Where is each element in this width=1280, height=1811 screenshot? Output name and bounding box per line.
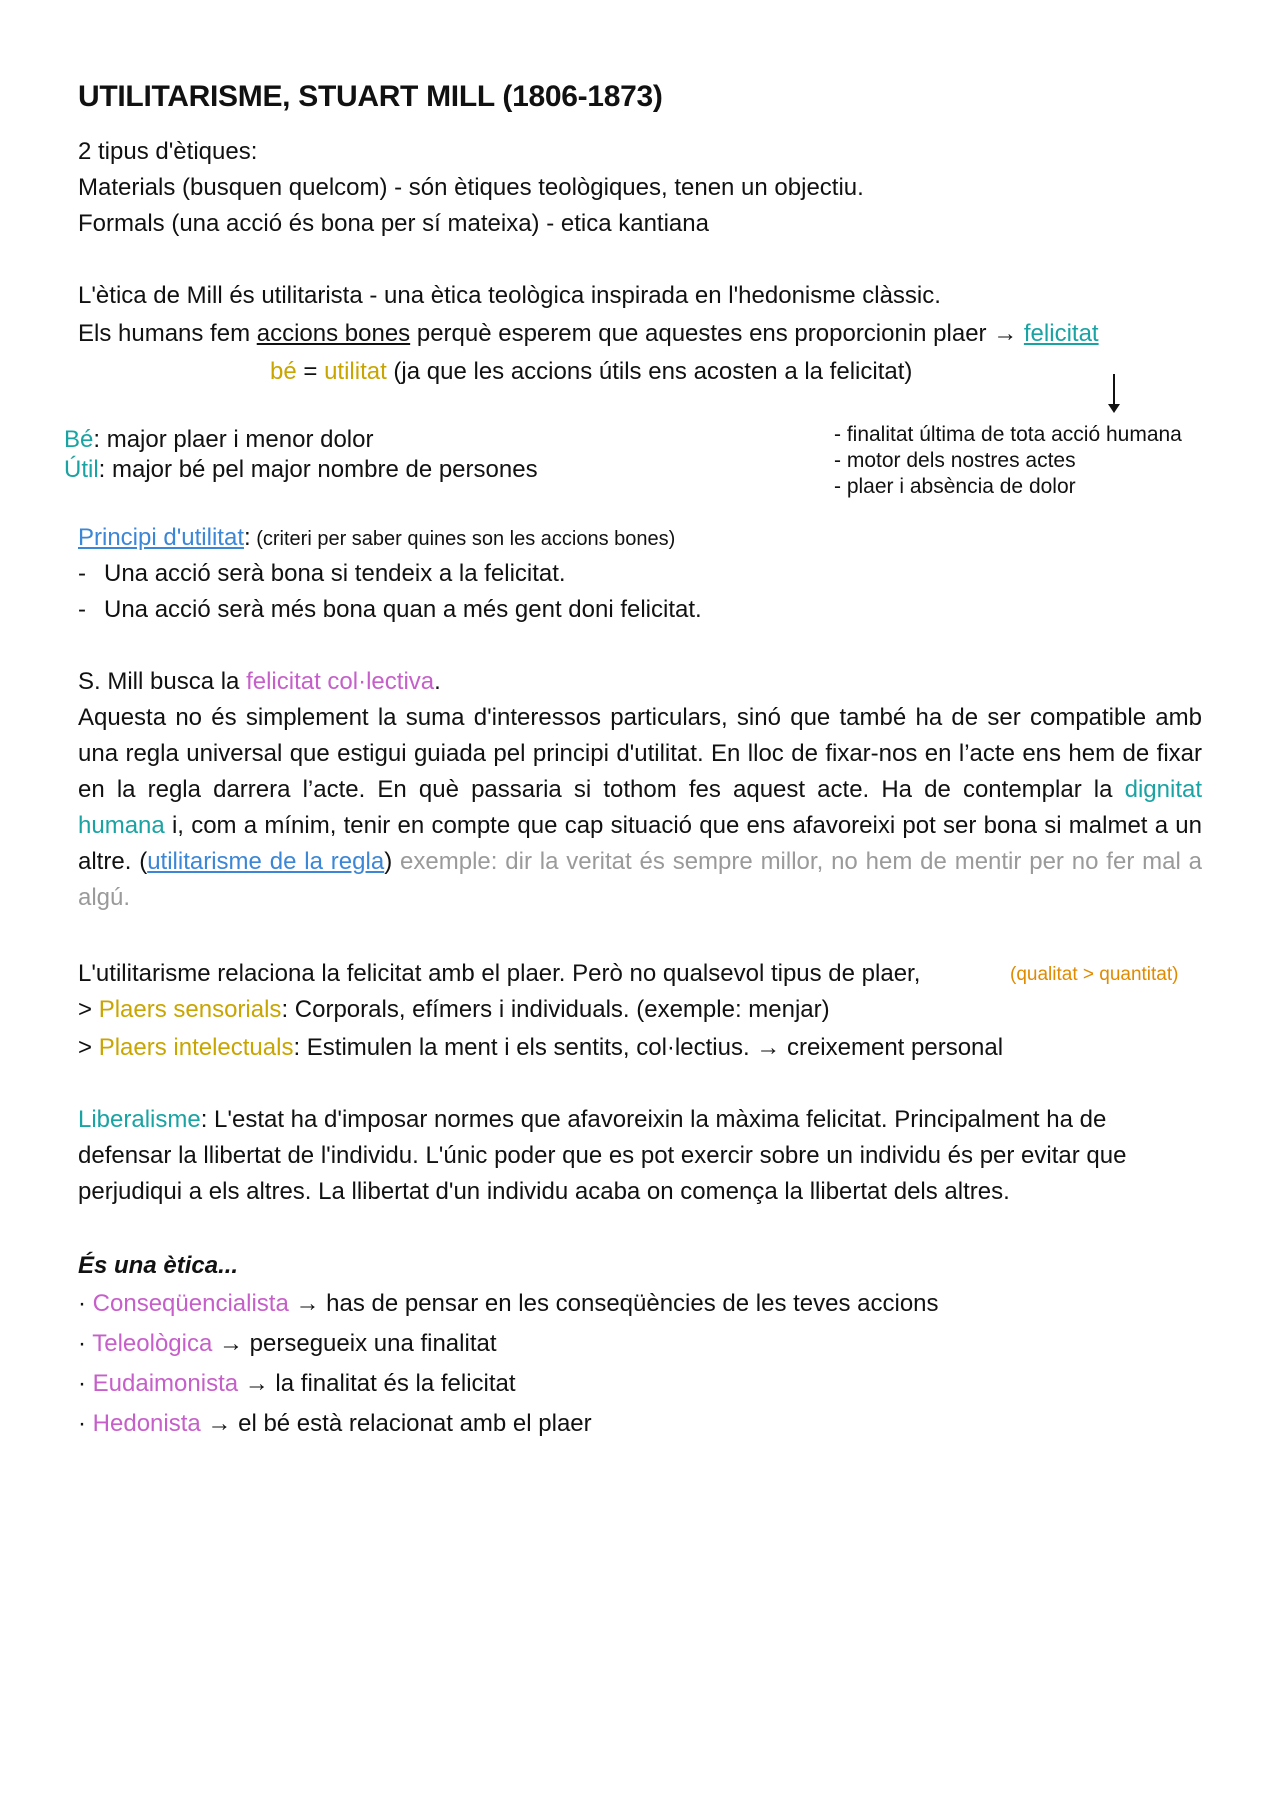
mill-line-3-d: (ja que les accions útils ens acosten a la felicitat) <box>386 358 913 385</box>
list-item <box>78 556 566 592</box>
mill-line-2-c: perquè esperem que aquestes ens proporcionin plaer <box>410 320 994 347</box>
mill-line-2 <box>78 316 1099 352</box>
etica-term: Eudaimonista <box>92 1370 239 1397</box>
plaers-line-1-text: L'utilitarisme relaciona la felicitat amb el plaer. Però no qualsevol tipus de plaer, <box>78 960 921 987</box>
list-item <box>78 1406 592 1442</box>
etica-term: Conseqüencialista <box>92 1290 289 1317</box>
liberalisme-paragraph <box>78 1102 1202 1210</box>
dignitat-humana-term: dignitat humana <box>78 776 1202 839</box>
dot-bullet: · <box>78 1330 93 1357</box>
plaers-sensorials-text: : Corporals, efímers i individuals. (exemple: menjar) <box>281 996 830 1023</box>
felicitat-note: - finalitat última de tota acció humana <box>834 423 1182 446</box>
dot-bullet: · <box>78 1370 93 1397</box>
collectiva-line-1-a: S. Mill busca la <box>78 668 247 695</box>
list-item <box>78 1366 516 1402</box>
mill-line-2-a: Els humans fem <box>78 320 257 347</box>
collectiva-text-e: ) <box>384 848 401 875</box>
definition-util-term: Útil <box>64 456 99 483</box>
right-arrow-icon: → <box>207 1410 232 1437</box>
plaers-intelectuals-text: : Estimulen la ment i els sentits, col·lectius. <box>293 1034 757 1061</box>
etica-term: Hedonista <box>92 1410 201 1437</box>
plaers-line-1 <box>78 956 920 992</box>
equals-sign: = <box>296 358 325 385</box>
intro-line-2: Materials (busquen quelcom) - són ètiques teològiques, tenen un objectiu. <box>78 174 864 201</box>
gt-bullet: > <box>78 1034 99 1061</box>
qualitat-quantitat-note: (qualitat > quantitat) <box>1010 964 1179 985</box>
felicitat-notes <box>834 422 1182 500</box>
felicitat-note: - plaer i absència de dolor <box>834 475 1076 498</box>
liberalisme-text: : L'estat ha d'imposar normes que afavoreixin la màxima felicitat. Principalment ha de defensar la llibertat de l'individu. L'únic poder que es pot exercir sobre un individu és per evitar que perjudiqui a els altres. La llibertat d'un individu acaba on comença la llibertat dels altres. <box>78 1106 1127 1205</box>
liberalisme-term: Liberalisme <box>78 1106 201 1133</box>
plaers-sensorials-term: Plaers sensorials <box>98 996 282 1023</box>
plaers-intelectuals <box>78 1030 1003 1066</box>
definition-util-text: : major bé pel major nombre de persones <box>98 456 538 483</box>
gt-bullet: > <box>78 996 99 1023</box>
principi-colon: : <box>243 524 251 551</box>
plaers-intelectuals-end: creixement personal <box>780 1034 1004 1061</box>
right-arrow-icon: → <box>993 320 1018 347</box>
definition-be-term: Bé <box>64 426 94 453</box>
plaers-sensorials <box>78 992 830 1028</box>
etica-text: la finalitat és la felicitat <box>268 1370 516 1397</box>
principi-note: (criteri per saber quines son les accions bones) <box>250 528 676 550</box>
arrow-head-icon <box>1108 404 1120 413</box>
dash-bullet: - <box>78 596 86 623</box>
etica-term: Teleològica <box>92 1330 213 1357</box>
dot-bullet: · <box>78 1290 93 1317</box>
etica-text: el bé està relacionat amb el plaer <box>231 1410 592 1437</box>
intro-line-3: Formals (una acció és bona per sí mateixa) - etica kantiana <box>78 210 709 237</box>
mill-line-1: L'ètica de Mill és utilitarista - una ètica teològica inspirada en l'hedonisme clàssic. <box>78 282 941 309</box>
collectiva-text-c: i, com a mínim, tenir en compte que cap situació que ens afavoreixi pot ser bona si malmet a un altre. ( <box>78 812 1202 875</box>
list-item <box>78 1326 497 1362</box>
dot-bullet: · <box>78 1410 93 1437</box>
right-arrow-icon: → <box>244 1370 269 1397</box>
definition-be-text: : major plaer i menor dolor <box>93 426 374 453</box>
principi-heading <box>78 520 675 557</box>
list-item <box>78 1286 939 1322</box>
plaers-intelectuals-term: Plaers intelectuals <box>98 1034 294 1061</box>
right-arrow-icon: → <box>219 1330 243 1357</box>
felicitat-collectiva-term: felicitat col·lectiva <box>246 668 435 695</box>
collectiva-line-1 <box>78 664 441 700</box>
collectiva-paragraph <box>78 700 1202 916</box>
felicitat-note: - motor dels nostres actes <box>834 449 1076 472</box>
mill-line-3 <box>270 354 912 390</box>
definition-util <box>64 452 538 488</box>
list-item <box>78 592 702 628</box>
page-title: UTILITARISME, STUART MILL (1806-1873) <box>78 80 663 113</box>
collectiva-line-1-c: . <box>434 668 441 695</box>
utilitarisme-regla-term: utilitarisme de la regla <box>147 848 385 875</box>
utilitat-term: utilitat <box>324 358 387 385</box>
dash-bullet: - <box>78 560 86 587</box>
felicitat-term: felicitat <box>1023 320 1099 347</box>
principi-item: Una acció serà més bona quan a més gent doni felicitat. <box>104 596 702 623</box>
collectiva-text-a: Aquesta no és simplement la suma d'interessos particulars, sinó que també ha de ser compatible amb una regla universal que estigui guiada pel principi d'utilitat. En lloc de fixar-nos en l’acte ens hem de fixar en la regla darrera l’acte. En què passaria si tothom fes aquest acte. Ha de contemplar la <box>78 704 1202 803</box>
down-arrow-icon <box>1113 374 1115 408</box>
collectiva-example: exemple: dir la veritat és sempre millor, no hem de mentir per no fer mal a algú. <box>78 848 1203 911</box>
principi-term: Principi d'utilitat <box>78 524 244 551</box>
principi-item: Una acció serà bona si tendeix a la felicitat. <box>104 560 566 587</box>
accions-bones-term: accions bones <box>256 320 411 347</box>
etica-text: persegueix una finalitat <box>243 1330 497 1357</box>
etica-text: has de pensar en les conseqüències de les teves accions <box>319 1290 939 1317</box>
etica-heading: És una ètica... <box>78 1252 239 1279</box>
be-term: bé <box>270 358 297 385</box>
right-arrow-icon: → <box>756 1034 781 1061</box>
intro-line-1: 2 tipus d'ètiques: <box>78 138 258 165</box>
right-arrow-icon: → <box>295 1290 320 1317</box>
